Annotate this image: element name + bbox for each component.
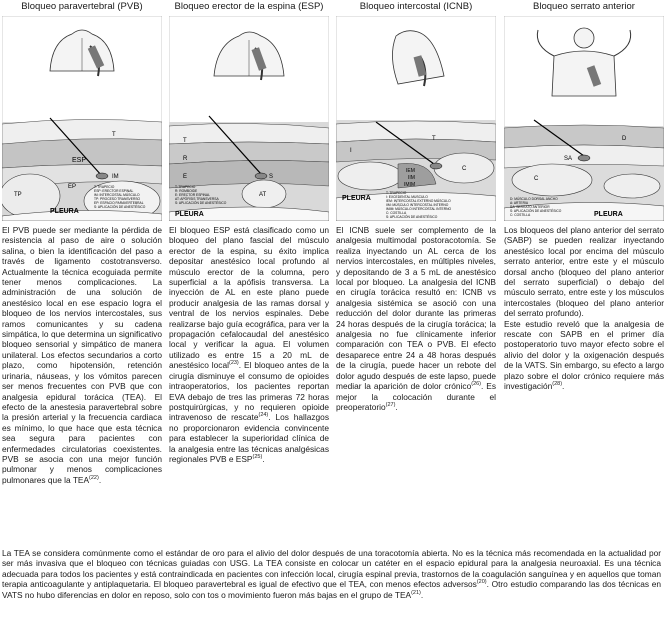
svg-text:C: COSTILLA: C: COSTILLA [510, 213, 531, 217]
svg-text:C: COSTILLA: C: COSTILLA [386, 211, 407, 215]
svg-text:IMIM: MÚSCULO INTERCOSTAL INTE: IMIM: MÚSCULO INTERCOSTAL INTERNO [386, 207, 452, 211]
svg-text:D: MÚSCULO DORSAL ANCHO: D: MÚSCULO DORSAL ANCHO [510, 197, 558, 201]
svg-text:T: TRAPECIO: T: TRAPECIO [175, 185, 196, 189]
label-c: C [534, 176, 539, 182]
label-pleura: PLEURA [50, 208, 79, 215]
body-text-column-3: El ICNB suele ser complemento de la analgesia multimodal postoracotomía. Se realiza inyectando un AL cerca de los nervios intercostales, en múltiples niveles, y depositando de 3 a 5 mL de anestésico local por bloqueo. La analgesia del ICNB en cirugía torácica resultó en: ICNB vs analgesia sistémica se asoció con una reducción del dolor durante las primeras 24 horas después de la cirugía torácica; la analgesia no fue clínicamente inferior comparación con TEA o PVB. El efecto desaparece entre 24 a 48 horas después de la cirugía, puede hacer un rebote del dolor agudo después de este lapso, puede mediar la aparición de dolor crónico$^{(26)}$. Es mejor la colocación durante el preoperatorio$^{(27)}$. [336, 225, 496, 412]
label-imim: IMIM [404, 182, 416, 188]
svg-text:EP: ESPACIO PARAVERTEBRAL: EP: ESPACIO PARAVERTEBRAL [94, 201, 144, 205]
label-e: E [183, 174, 188, 180]
svg-text:I: EXCEDENTAL MUSCULO: I: EXCEDENTAL MUSCULO [386, 195, 428, 199]
svg-text:S: APLICACIÓN DE ANESTÉSICO: S: APLICACIÓN DE ANESTÉSICO [175, 201, 227, 205]
svg-text:IM: INTERCOSTAL MÚSCULO: IM: INTERCOSTAL MÚSCULO [94, 193, 140, 197]
figure-icnb [336, 16, 496, 221]
svg-text:A: ARTERIA: A: ARTERIA [510, 201, 529, 205]
label-d: D [622, 136, 627, 142]
figure-column-esp [169, 0, 329, 464]
label-at: AT [259, 192, 267, 198]
figure-column-icnb [336, 0, 496, 412]
svg-text:R: ROMBOIDE: R: ROMBOIDE [175, 189, 198, 193]
label-c: C [462, 166, 467, 172]
figure-title-icnb: Bloqueo intercostal (ICNB) [359, 1, 473, 12]
body-text-column-1: El PVB puede ser mediante la pérdida de resistencia al paso de aire o solución salina, o bien la identificación del paso a través de ligamento costotransverso. Actualmente la técnica ecoguiada permite tener menos complicaciones. La administración de una solución de anestésico local en ese espacio logra el bloqueo de los nervios intercostales, sus ramos comunicantes y su cadena simpática, lo que determina un significativo bloqueo sensorial y simpático de manera unilateral. Los efectos secundarios a corto plazo, como hipotensión, retención urinaria, náuseas, y los vómitos parecen ser menos frecuentes con PVB que con analgesia epidural torácica (TEA). El efecto de la anestesia paravertebral sobre la presión arterial y la frecuencia cardiaca es mínimo, lo que hace que esta técnica sea segura para pacientes con enfermedades circulatorias coexistentes. PVB se asocia con una mejor función pulmonar y menos complicaciones pulmonares que la TEA$^{(22)}$. [2, 225, 162, 485]
label-i: I [350, 148, 352, 154]
label-pleura: PLEURA [342, 195, 371, 202]
label-pleura: PLEURA [594, 211, 623, 218]
body-text-column-4: Los bloqueos del plano anterior del serrato (SABP) se pueden realizar inyectando anestésico local por encima del músculo serrato anterior, entre este y el músculo dorsal ancho (bloqueo del plano anterior del serrato superficial) o debajo del músculo serrato, entre este y los músculos intercostales (bloqueo del plano anterior del serrato profundo). Este estudio reveló que la analgesia de rescate con SAPB en el primer día postoperatorio tuvo mayor efecto sobre el alivio del dolor y la oxigenación después de la VATS. Sin embargo, su efecto a largo plazo sobre el dolor crónico requiere más investigación$^{(28)}$. [504, 225, 664, 392]
label-esp: ESP [72, 157, 87, 164]
label-t: T [112, 132, 116, 138]
figure-title-pvb: Bloqueo paravertebral (PVB) [21, 1, 143, 12]
bottom-paragraph: La TEA se considera comúnmente como el estándar de oro para el alivio del dolor después de una toracotomía abierta. No es la técnica más recomendada en la actualidad por ser más invasiva que el bloqueo con técnicas guiadas con USG. La TEA consiste en colocar un catéter en el espacio epidural para la analgesia neuroaxial. Es una técnica adecuada para todos los pacientes y está contraindicada en pacientes con infección local, cirugía espinal previa, trastornos de la coagulación sanguínea y en aquellos que toman terapia anticoagulante y antiplaquetaria. El bloqueo paravertebral es igual de efectivo que el TEA, con menos efectos adversos$^{(20)}$. Otro estudio comparando las dos técnicas en VATS no hubo diferencias en dolor en reposo, solo con tos o movimiento fueron más bajas en el grupo de TEA$^{(21)}$. [2, 548, 661, 600]
figure-column-pvb [2, 0, 162, 485]
figure-column-serrato [504, 0, 664, 392]
svg-text:T: TRAPECIO: T: TRAPECIO [94, 185, 115, 189]
label-t: T [183, 138, 187, 144]
label-tp: TP [14, 192, 22, 198]
label-iim: IIM [408, 175, 415, 181]
label-t: T [432, 136, 436, 142]
body-text-column-2: El bloqueo ESP está clasificado como un bloqueo del plano fascial del músculo erector de la espina, su éxito implica depositar anestésico local profundo al músculo erector de la columna, pero superficial a la apófisis transversa. La inyección de AL en este plano puede producir analgesia de las ramas dorsal y ventral de los nervios espinales. Debe realizarse bajo guía ecográfica, para ver la propagación cefalocaudal del anestésico local y verificar la agua. El volumen utilizado es entre 15 a 20 mL de anestésico local$^{(23)}$. El bloqueo antes de la cirugía disminuye el consumo de opioides intraoperatorios, los pacientes reportan EVA debajo de tres las primeras 72 horas postquirúrgicas, y no requieren opioide intravenoso de rescate$^{(24)}$. Los hallazgos no proporcionaron evidencia convincente para establecer la superioridad clínica de la analgesia entre las técnicas analgésicas regionales PVB e ESP$^{(25)}$. [169, 225, 329, 464]
svg-text:TP: PROCESO TRANSVERSO: TP: PROCESO TRANSVERSO [94, 197, 141, 201]
label-sa: SA [564, 156, 573, 162]
svg-text:IIM: MÚSCULO INTERCOSTAL INTER: IIM: MÚSCULO INTERCOSTAL INTERNO [386, 203, 449, 207]
label-s: S [269, 174, 274, 180]
label-pleura: PLEURA [175, 211, 204, 218]
svg-text:S: APLICACIÓN DE ANESTÉSICO: S: APLICACIÓN DE ANESTÉSICO [510, 209, 562, 213]
svg-text:AT: APÓFISIS TRANSVERSA: AT: APÓFISIS TRANSVERSA [175, 197, 219, 201]
svg-text:E: ERECTOR ESPINAL: E: ERECTOR ESPINAL [175, 193, 210, 197]
svg-text:ESP: ERECTOR ESPINAL: ESP: ERECTOR ESPINAL [94, 189, 134, 193]
label-iem: IEM [406, 168, 415, 174]
figure-title-esp: Bloqueo erector de la espina (ESP) [174, 1, 324, 12]
label-ep: EP [68, 184, 77, 190]
figure-title-serrato: Bloqueo serrato anterior [533, 1, 635, 12]
svg-text:S: APLICACIÓN DE ANESTÉSICO: S: APLICACIÓN DE ANESTÉSICO [386, 215, 438, 219]
label-im: IM [112, 174, 119, 180]
svg-text:SA: SERRATO ANTERIOR: SA: SERRATO ANTERIOR [510, 205, 550, 209]
svg-text:S: APLICACIÓN DE ANESTÉSICO: S: APLICACIÓN DE ANESTÉSICO [94, 205, 146, 209]
svg-text:T: TRAPECIO: T: TRAPECIO [386, 191, 407, 195]
svg-text:IEM: INTERCOSTAL EXTERNO MÚSCU: IEM: INTERCOSTAL EXTERNO MÚSCULO [386, 199, 451, 203]
figure-pvb [2, 16, 162, 221]
figure-esp [169, 16, 329, 221]
figure-serrato [504, 16, 664, 221]
label-r: R [183, 156, 188, 162]
